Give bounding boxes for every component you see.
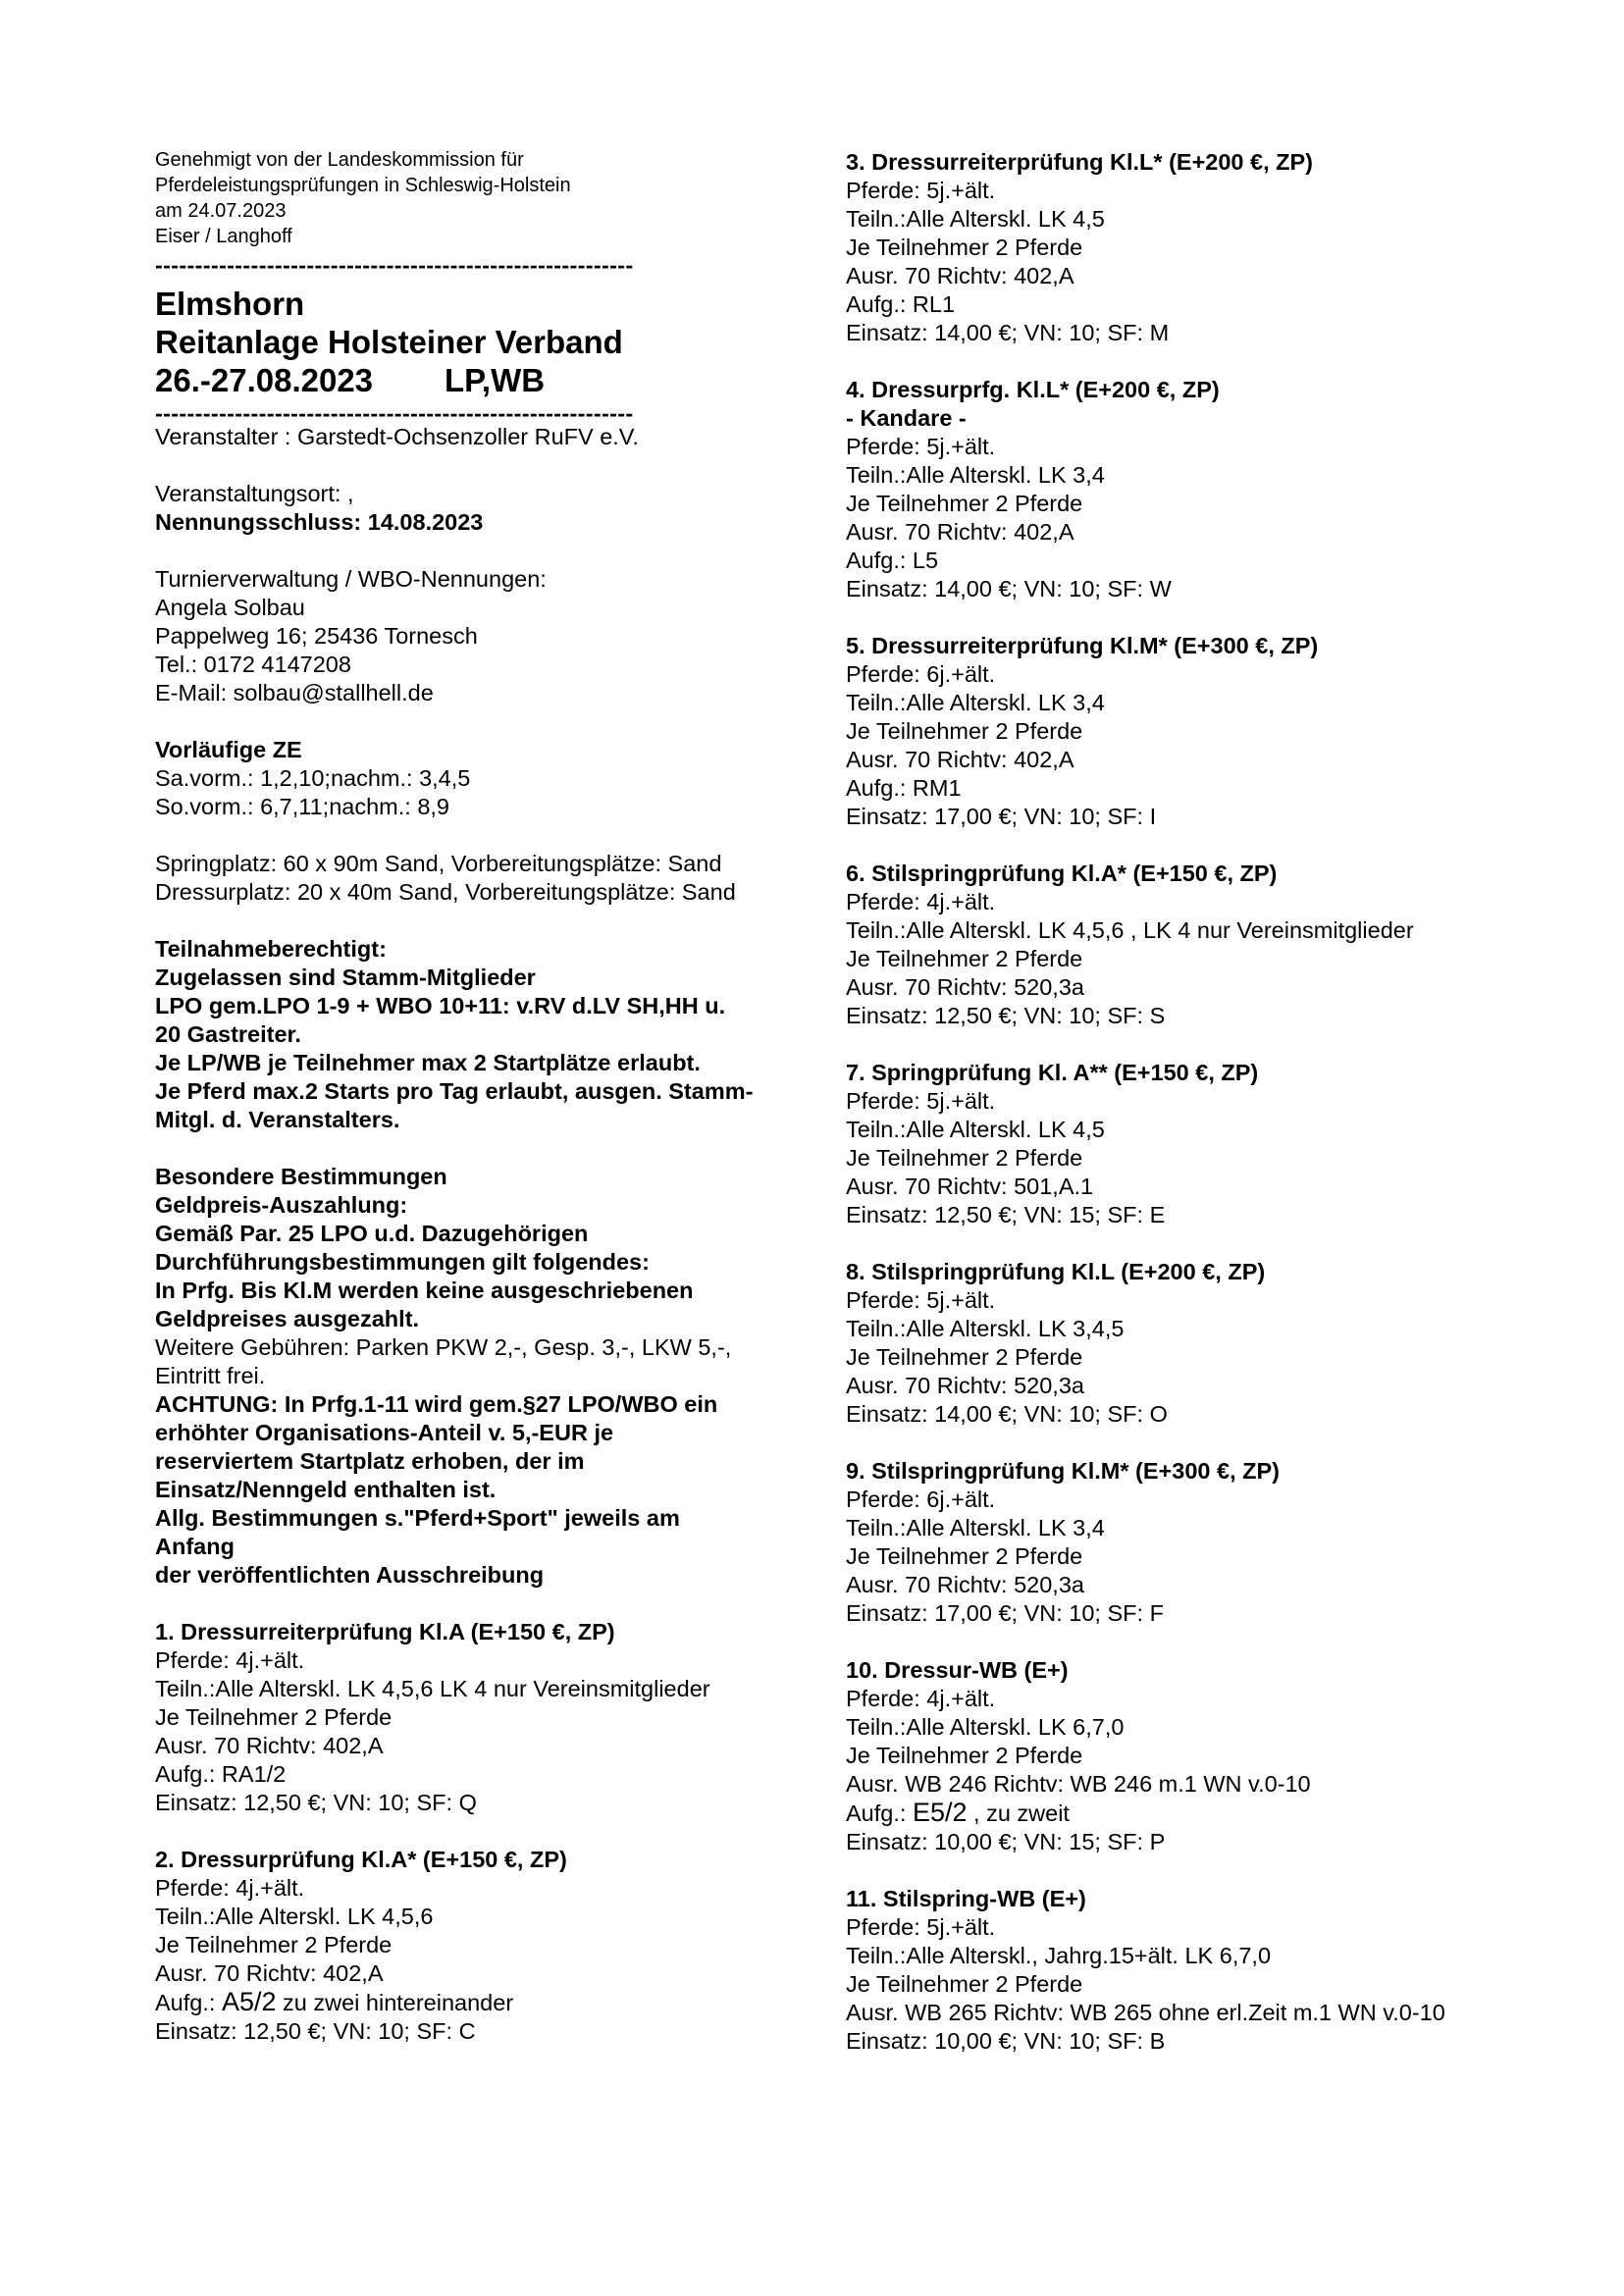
competition-title: 6. Stilspringprüfung Kl.A* (E+150 €, ZP) [846,861,1278,886]
competition-line: Je Teilnehmer 2 Pferde [846,491,1083,516]
competition-line: Einsatz: 14,00 €; VN: 10; SF: O [846,1401,1168,1427]
competition-line: Je Teilnehmer 2 Pferde [155,1704,393,1730]
competition-title: 3. Dressurreiterprüfung Kl.L* (E+200 €, ZP) [846,149,1314,175]
special-rule-line: Geldpreis-Auszahlung: [155,1192,408,1218]
organizer: Veranstalter : Garstedt-Ochsenzoller RuFV e.V. [155,424,639,449]
competition-9 [846,1457,1533,1628]
task-suffix: , zu zweit [967,1800,1070,1826]
competition-line: Pferde: 5j.+ält. [846,1287,996,1313]
admin-line: Pappelweg 16; 25436 Tornesch [155,623,478,649]
competition-line: Teiln.:Alle Alterskl. LK 4,5,6 LK 4 nur Vereinsmitglieder [155,1676,710,1701]
competition-subtitle: - Kandare - [846,405,967,431]
competition-line: Teiln.:Alle Alterskl. LK 6,7,0 [846,1714,1125,1740]
eligibility-line: Je Pferd max.2 Starts pro Tag erlaubt, ausgen. Stamm- [155,1078,754,1104]
competition-title: 5. Dressurreiterprüfung Kl.M* (E+300 €, ZP) [846,633,1319,658]
competition-line: Pferde: 4j.+ält. [155,1647,305,1673]
competition-line: Einsatz: 17,00 €; VN: 10; SF: I [846,804,1157,829]
admin-line: Tel.: 0172 4147208 [155,652,351,677]
competition-5 [846,632,1533,831]
task-suffix: zu zwei hintereinander [276,1990,514,2015]
competition-line: Je Teilnehmer 2 Pferde [846,1543,1083,1569]
competition-line: Teiln.:Alle Alterskl. LK 4,5 [846,206,1105,232]
approval-line: Pferdeleistungsprüfungen in Schleswig-Holstein [155,175,571,196]
task-code: A5/2 [221,1987,277,2016]
competition-task-line [846,1799,1533,1828]
competition-line: Je Teilnehmer 2 Pferde [846,946,1083,971]
attention-line: erhöhter Organisations-Anteil v. 5,-EUR je [155,1420,614,1445]
competition-3 [846,148,1533,347]
competition-title: 11. Stilspring-WB (E+) [846,1886,1086,1911]
special-rules-block [155,1163,812,1590]
competition-title: 7. Springprüfung Kl. A** (E+150 €, ZP) [846,1060,1259,1085]
competition-2 [155,1846,812,2046]
competition-title: 4. Dressurprfg. Kl.L* (E+200 €, ZP) [846,377,1220,402]
competition-line: Aufg.: L5 [846,548,939,573]
schedule-line: Sa.vorm.: 1,2,10;nachm.: 3,4,5 [155,765,471,791]
fees-line: Weitere Gebühren: Parken PKW 2,-, Gesp. 3,-, LKW 5,-, [155,1334,732,1360]
attention-line: Einsatz/Nenngeld enthalten ist. [155,1477,497,1502]
schedule-title: Vorläufige ZE [155,737,302,762]
competition-title: 10. Dressur-WB (E+) [846,1657,1069,1683]
competition-line: Pferde: 5j.+ält. [846,1914,996,1940]
competition-line: Teiln.:Alle Alterskl. LK 3,4 [846,1515,1105,1540]
competition-10 [846,1656,1533,1856]
attention-line: ACHTUNG: In Prfg.1-11 wird gem.§27 LPO/WBO ein [155,1391,718,1417]
competition-line: Einsatz: 10,00 €; VN: 10; SF: B [846,2028,1166,2054]
competition-11 [846,1885,1533,2056]
competition-1 [155,1618,812,1817]
admin-email: E-Mail: solbau@stallhell.de [155,680,434,705]
arena-line: Dressurplatz: 20 x 40m Sand, Vorbereitungsplätze: Sand [155,879,736,905]
competition-6 [846,860,1533,1030]
competition-7 [846,1059,1533,1229]
admin-line: Angela Solbau [155,595,305,620]
right-column [846,148,1533,2056]
task-prefix: Aufg.: [155,1990,222,2015]
competition-line: Je Teilnehmer 2 Pferde [155,1932,393,1957]
competition-line: Je Teilnehmer 2 Pferde [846,1743,1083,1768]
competition-line: Teiln.:Alle Alterskl. LK 4,5,6 , LK 4 nur Vereinsmitglieder [846,917,1414,943]
attention-line: der veröffentlichten Ausschreibung [155,1562,545,1588]
competition-title: 8. Stilspringprüfung Kl.L (E+200 €, ZP) [846,1259,1266,1284]
competition-line: Einsatz: 14,00 €; VN: 10; SF: W [846,576,1172,601]
attention-line: reserviertem Startplatz erhoben, der im [155,1448,585,1474]
special-rule-line: Gemäß Par. 25 LPO u.d. Dazugehörigen [155,1221,589,1246]
competition-line: Teiln.:Alle Alterskl. LK 4,5 [846,1117,1105,1142]
competition-line: Je Teilnehmer 2 Pferde [846,1344,1083,1370]
competition-8 [846,1258,1533,1429]
competition-line: Einsatz: 17,00 €; VN: 10; SF: F [846,1600,1164,1626]
eligibility-line: LPO gem.LPO 1-9 + WBO 10+11: v.RV d.LV SH,HH u. [155,993,726,1018]
competition-line: Teiln.:Alle Alterskl. LK 3,4,5 [846,1316,1125,1341]
special-rule-line: Geldpreises ausgezahlt. [155,1306,420,1331]
arena-line: Springplatz: 60 x 90m Sand, Vorbereitungsplätze: Sand [155,851,722,876]
special-rule-line: Durchführungsbestimmungen gilt folgendes: [155,1249,650,1275]
competition-line: Pferde: 4j.+ält. [846,1686,996,1711]
competition-line: Pferde: 5j.+ält. [846,178,996,203]
competition-line: Einsatz: 10,00 €; VN: 15; SF: P [846,1829,1166,1854]
competition-line: Pferde: 6j.+ält. [846,661,996,687]
eligibility-block [155,935,812,1134]
competition-line: Einsatz: 12,50 €; VN: 10; SF: Q [155,1790,477,1815]
competition-line: Pferde: 5j.+ält. [846,434,996,459]
competition-line: Teiln.:Alle Alterskl., Jahrg.15+ält. LK 6,7,0 [846,1943,1272,1968]
competition-task-line [155,1988,812,2017]
approval-line: Eiser / Langhoff [155,226,292,247]
event-dates: 26.-27.08.2023 [155,362,374,398]
event-city: Elmshorn [155,286,305,322]
approval-line: am 24.07.2023 [155,200,287,222]
competition-line: Je Teilnehmer 2 Pferde [846,1145,1083,1171]
competition-line: Teiln.:Alle Alterskl. LK 3,4 [846,690,1105,715]
schedule-line: So.vorm.: 6,7,11;nachm.: 8,9 [155,794,449,819]
task-prefix: Aufg.: [846,1800,913,1826]
competition-line: Ausr. 70 Richtv: 520,3a [846,1572,1084,1597]
fees-line: Eintritt frei. [155,1363,266,1388]
special-rule-line: In Prfg. Bis Kl.M werden keine ausgeschriebenen [155,1278,694,1303]
eligibility-line: Mitgl. d. Veranstalters. [155,1107,400,1132]
event-location: Veranstaltungsort: , [155,481,354,506]
eligibility-line: Zugelassen sind Stamm-Mitglieder [155,965,536,990]
competition-line: Einsatz: 12,50 €; VN: 10; SF: S [846,1003,1166,1028]
competition-title: 9. Stilspringprüfung Kl.M* (E+300 €, ZP) [846,1458,1280,1484]
event-date-row [155,361,812,399]
competition-title: 1. Dressurreiterprüfung Kl.A (E+150 €, ZP) [155,1619,615,1644]
admin-line: Turnierverwaltung / WBO-Nennungen: [155,566,547,592]
eligibility-line: 20 Gastreiter. [155,1021,301,1047]
entry-deadline: Nennungsschluss: 14.08.2023 [155,509,484,535]
attention-line: Allg. Bestimmungen s."Pferd+Sport" jeweils am [155,1505,680,1531]
competition-line: Ausr. 70 Richtv: 402,A [155,1733,384,1758]
approval-block [155,147,812,249]
competition-line: Ausr. 70 Richtv: 520,3a [846,1373,1084,1398]
competition-line: Aufg.: RL1 [846,291,956,317]
eligibility-line: Teilnahmeberechtigt: [155,936,387,962]
competition-line: Pferde: 4j.+ält. [155,1875,305,1901]
event-types: LP,WB [445,362,546,398]
competition-4 [846,376,1533,603]
event-venue: Reitanlage Holsteiner Verband [155,324,623,360]
competition-line: Ausr. 70 Richtv: 402,A [155,1960,384,1986]
task-code: E5/2 [912,1798,968,1827]
competition-title: 2. Dressurprüfung Kl.A* (E+150 €, ZP) [155,1847,567,1872]
special-rule-line: Besondere Bestimmungen [155,1164,447,1189]
competition-line: Ausr. 70 Richtv: 402,A [846,263,1074,288]
competition-line: Ausr. 70 Richtv: 520,3a [846,974,1084,1000]
competition-line: Pferde: 6j.+ält. [846,1487,996,1512]
competition-line: Je Teilnehmer 2 Pferde [846,235,1083,260]
competition-line: Je Teilnehmer 2 Pferde [846,718,1083,744]
competition-line: Aufg.: RA1/2 [155,1761,287,1787]
competition-line: Ausr. 70 Richtv: 402,A [846,747,1074,772]
competition-line: Einsatz: 12,50 €; VN: 10; SF: C [155,2018,476,2044]
competition-line: Pferde: 4j.+ält. [846,889,996,914]
competition-line: Ausr. 70 Richtv: 501,A.1 [846,1174,1094,1199]
competition-line: Aufg.: RM1 [846,775,962,801]
competition-line: Teiln.:Alle Alterskl. LK 4,5,6 [155,1904,434,1929]
competition-line: Ausr. 70 Richtv: 402,A [846,519,1074,545]
admin-block [155,565,812,707]
eligibility-line: Je LP/WB je Teilnehmer max 2 Startplätze erlaubt. [155,1050,701,1075]
competition-line: Pferde: 5j.+ält. [846,1088,996,1114]
approval-line: Genehmigt von der Landeskommission für [155,149,524,171]
attention-line: Anfang [155,1534,235,1559]
competition-line: Einsatz: 14,00 €; VN: 10; SF: M [846,320,1170,345]
separator-line: ------------------------------------------------------------ [155,403,634,423]
competition-line: Teiln.:Alle Alterskl. LK 3,4 [846,462,1105,488]
competition-line: Ausr. WB 246 Richtv: WB 246 m.1 WN v.0-10 [846,1771,1311,1797]
left-column [155,147,812,2046]
competition-line: Je Teilnehmer 2 Pferde [846,1971,1083,1997]
separator-line: ------------------------------------------------------------ [155,255,634,275]
competition-line: Einsatz: 12,50 €; VN: 15; SF: E [846,1202,1166,1227]
competition-line: Ausr. WB 265 Richtv: WB 265 ohne erl.Zeit m.1 WN v.0-10 [846,2000,1445,2025]
